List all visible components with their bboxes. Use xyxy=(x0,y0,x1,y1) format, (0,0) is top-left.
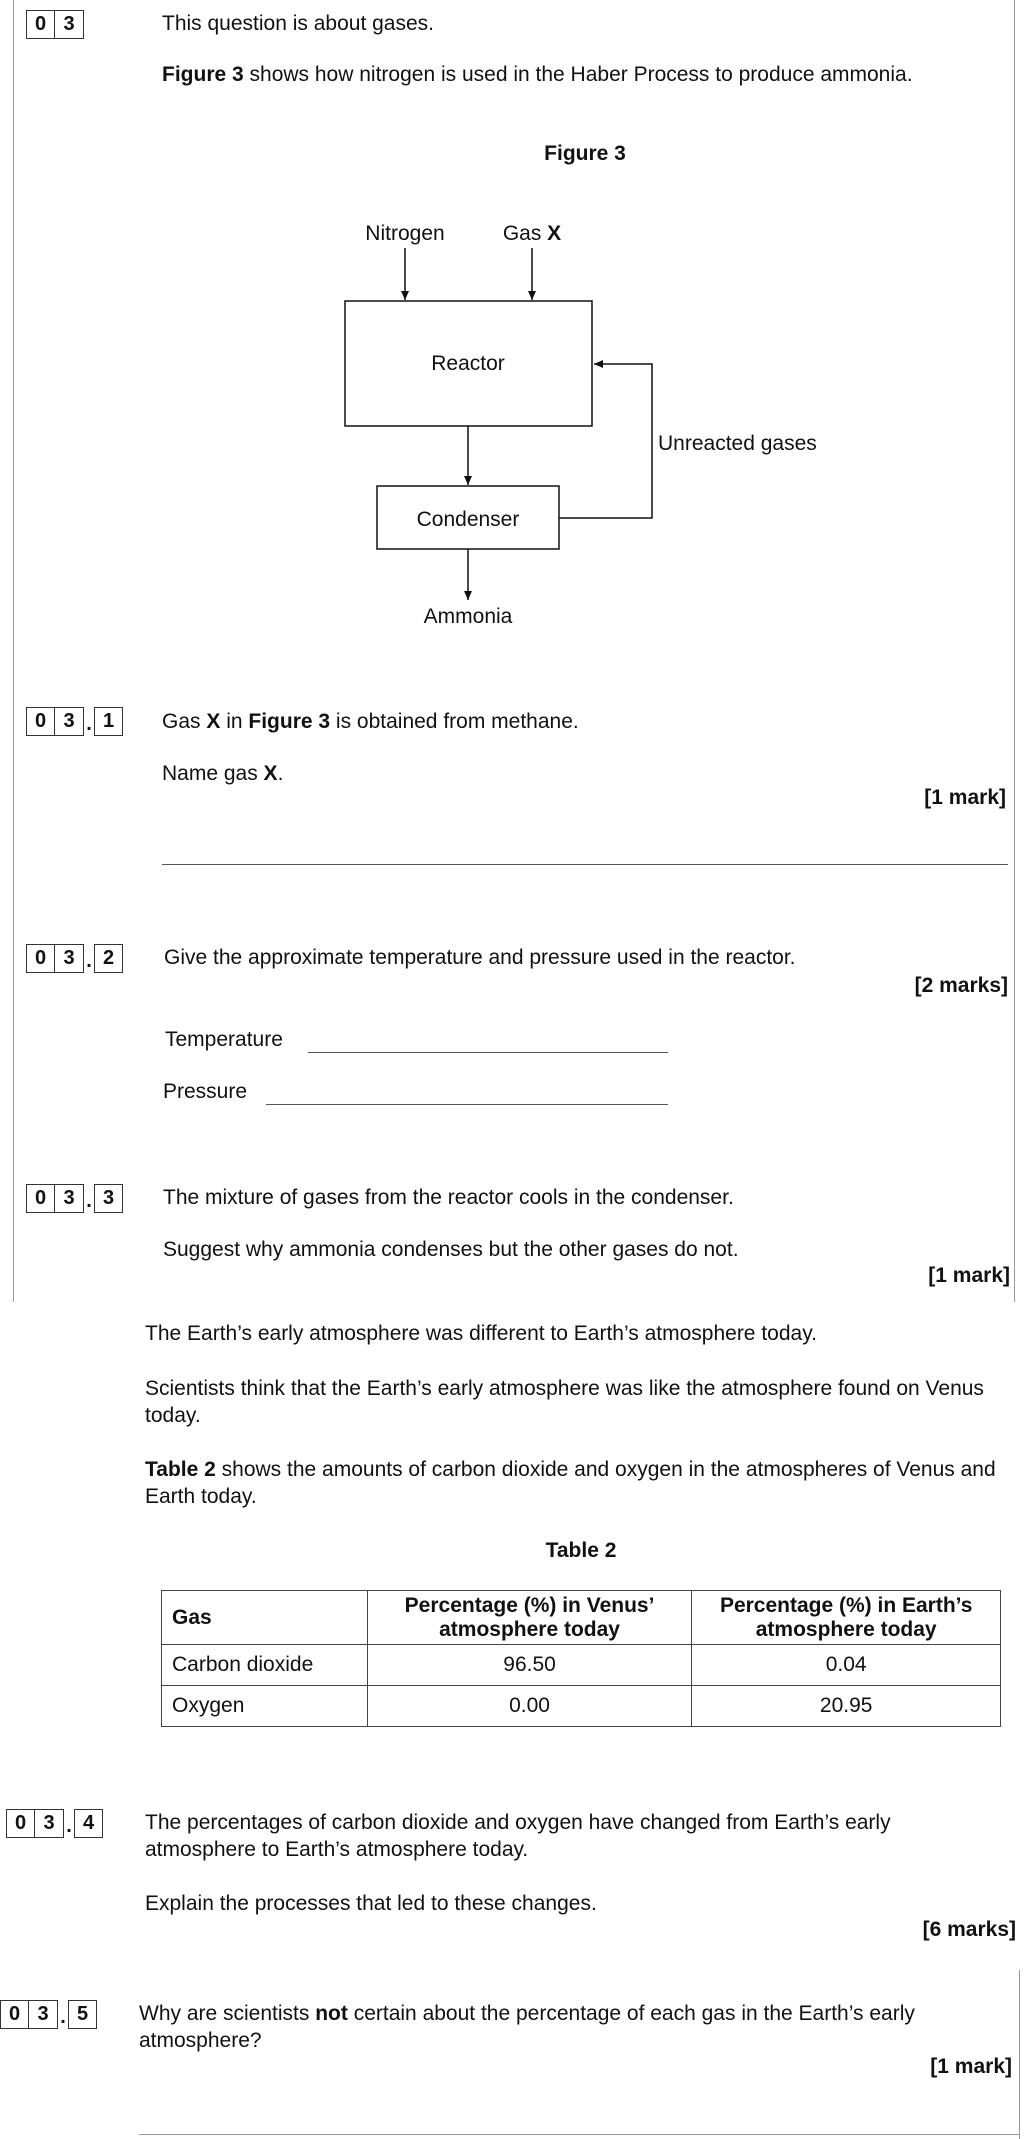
pressure-label: Pressure xyxy=(163,1080,248,1103)
q031-marks: [1 mark] xyxy=(924,786,1006,809)
number-dot: . xyxy=(60,2006,66,2028)
digit: 3 xyxy=(29,2000,58,2029)
atmosphere-para-2: Scientists think that the Earth’s early atmosphere was like the atmosphere found on Venus today. xyxy=(145,1377,984,1427)
figure-intro-text: shows how nitrogen is used in the Haber Process to produce ammonia. xyxy=(243,63,913,86)
text-part: in xyxy=(220,710,249,733)
text-part: . xyxy=(277,762,284,785)
table-cell: 0.00 xyxy=(367,1686,692,1727)
figure-ref: Figure 3 xyxy=(162,63,244,86)
gas-label-x: X xyxy=(547,222,562,245)
table-header: Percentage (%) in Earth’s atmosphere today xyxy=(692,1591,1001,1645)
q032-text: Give the approximate temperature and pressure used in the reactor. xyxy=(164,946,796,969)
text-part: Name gas xyxy=(162,762,264,785)
digit: 0 xyxy=(26,707,55,736)
question-number-03-3 xyxy=(26,1184,123,1213)
table-row xyxy=(162,1686,1001,1727)
text-part-bold: Figure 3 xyxy=(248,710,331,733)
digit: 0 xyxy=(6,1809,35,1838)
q035-text xyxy=(139,2000,959,2054)
digit: 4 xyxy=(74,1809,103,1838)
digit: 3 xyxy=(35,1809,64,1838)
pressure-answer-line[interactable] xyxy=(266,1104,668,1105)
number-dot: . xyxy=(86,1190,92,1212)
condenser-label: Condenser xyxy=(416,508,520,531)
text-part-bold: not xyxy=(315,2002,348,2025)
digit: 0 xyxy=(26,944,55,973)
text-part-bold: X xyxy=(263,762,278,785)
atmosphere-para-3 xyxy=(145,1456,1015,1510)
unreacted-gases-label: Unreacted gases xyxy=(658,432,817,455)
recycle-loop-arrow xyxy=(559,364,652,518)
table-cell: Carbon dioxide xyxy=(162,1645,368,1686)
text-part-bold: X xyxy=(206,710,221,733)
digit: 0 xyxy=(26,1184,55,1213)
text-part: certain about the percentage of each gas in the Earth’s early atmosphere? xyxy=(139,2002,915,2052)
digit: 1 xyxy=(94,707,123,736)
q033-marks: [1 mark] xyxy=(928,1264,1010,1287)
reactor-label: Reactor xyxy=(431,352,505,375)
gas-x-label xyxy=(503,222,561,245)
table-cell: 0.04 xyxy=(692,1645,1001,1686)
table-cell: 20.95 xyxy=(692,1686,1001,1727)
q032-marks: [2 marks] xyxy=(914,974,1008,997)
table-row xyxy=(162,1645,1001,1686)
figure-title: Figure 3 xyxy=(544,142,626,165)
table-cell: Oxygen xyxy=(162,1686,368,1727)
number-dot: . xyxy=(66,1815,72,1837)
text-part: Why are scientists xyxy=(139,2002,316,2025)
q034-explain: Explain the processes that led to these changes. xyxy=(145,1892,597,1915)
number-dot: . xyxy=(86,950,92,972)
table-2 xyxy=(161,1590,1001,1727)
digit: 3 xyxy=(55,1184,84,1213)
digit: 2 xyxy=(94,944,123,973)
haber-process-diagram xyxy=(0,0,1024,660)
text-part: Gas xyxy=(162,710,207,733)
digit: 3 xyxy=(55,707,84,736)
nitrogen-label: Nitrogen xyxy=(365,222,445,245)
ammonia-label: Ammonia xyxy=(423,605,513,628)
gas-label-text: Gas xyxy=(502,222,548,245)
text-part: is obtained from methane. xyxy=(330,710,579,733)
table-header: Gas xyxy=(162,1591,368,1645)
para-3-text: shows the amounts of carbon dioxide and oxygen in the atmospheres of Venus and Earth today. xyxy=(145,1458,996,1508)
digit: 0 xyxy=(26,10,55,39)
q033-text: The mixture of gases from the reactor cools in the condenser. xyxy=(163,1186,734,1209)
q03-intro: This question is about gases. xyxy=(162,12,434,35)
temperature-label: Temperature xyxy=(165,1028,283,1051)
table-header-row xyxy=(162,1591,1001,1645)
q035-marks: [1 mark] xyxy=(930,2055,1012,2078)
digit: 3 xyxy=(55,10,84,39)
question-number-03-5 xyxy=(0,2000,97,2029)
q033-suggest: Suggest why ammonia condenses but the other gases do not. xyxy=(163,1238,739,1261)
q031-name-gas xyxy=(162,760,283,787)
digit: 3 xyxy=(55,944,84,973)
question-number-03-1 xyxy=(26,707,123,736)
q034-marks: [6 marks] xyxy=(922,1918,1016,1941)
digit: 0 xyxy=(0,2000,29,2029)
q034-text: The percentages of carbon dioxide and oxygen have changed from Earth’s early atmosphere to Earth’s atmosphere today. xyxy=(145,1811,891,1861)
q031-text xyxy=(162,708,579,735)
q031-answer-line[interactable] xyxy=(162,864,1008,865)
table-header: Percentage (%) in Venus’ atmosphere today xyxy=(367,1591,692,1645)
question-number-03-4 xyxy=(6,1809,103,1838)
atmosphere-para-1: The Earth’s early atmosphere was different to Earth’s atmosphere today. xyxy=(145,1322,817,1345)
digit: 3 xyxy=(94,1184,123,1213)
temperature-answer-line[interactable] xyxy=(308,1052,668,1053)
question-number-03-2 xyxy=(26,944,123,973)
table-ref: Table 2 xyxy=(145,1458,216,1481)
table-title: Table 2 xyxy=(545,1539,617,1562)
number-dot: . xyxy=(86,713,92,735)
table-cell: 96.50 xyxy=(367,1645,692,1686)
q035-answer-line[interactable] xyxy=(139,2134,1019,2135)
page-right-rule-lower xyxy=(1019,1970,1020,2139)
digit: 5 xyxy=(68,2000,97,2029)
